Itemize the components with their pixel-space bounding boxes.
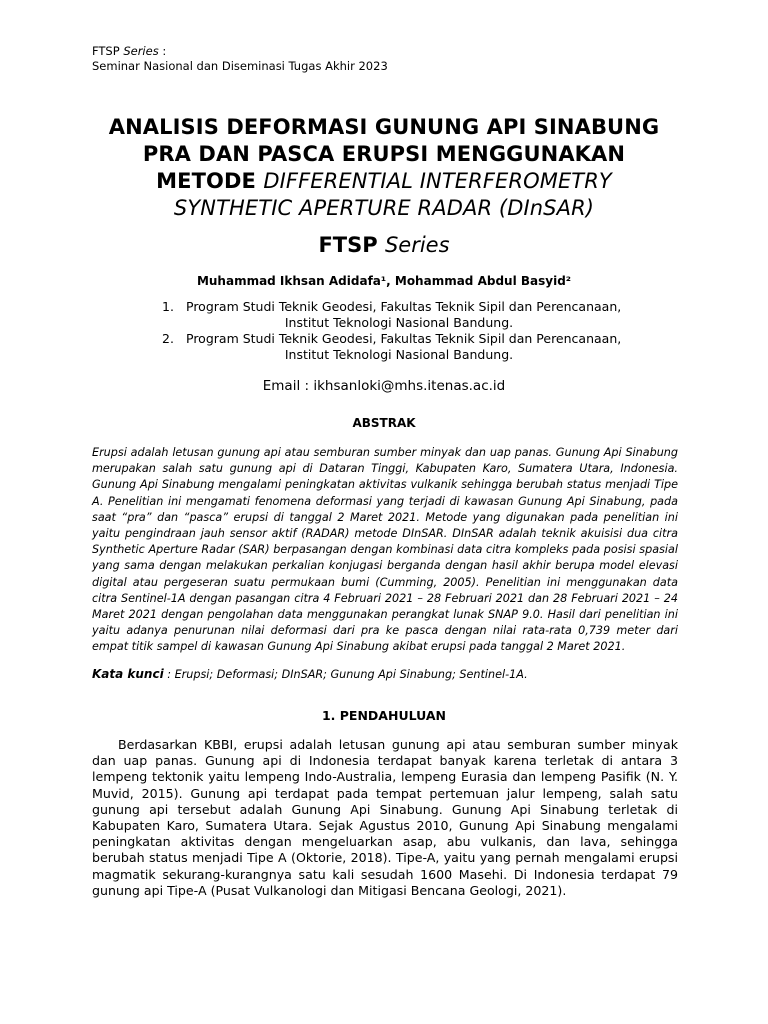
series-word: Series [123, 44, 159, 58]
keywords-text: : Erupsi; Deformasi; DInSAR; Gunung Api Sinabung; Sentinel-1A. [163, 668, 528, 681]
subtitle-bold: FTSP [318, 233, 385, 257]
title-line-3 [60, 168, 708, 195]
series-prefix: FTSP [92, 44, 124, 58]
affiliation-line-1: Program Studi Teknik Geodesi, Fakultas Teknik Sipil dan Perencanaan, [186, 299, 622, 314]
affiliation-number: 2. [162, 331, 174, 346]
abstract-heading: ABSTRAK [352, 416, 416, 430]
affiliation-line-1: Program Studi Teknik Geodesi, Fakultas Teknik Sipil dan Perencanaan, [186, 331, 622, 346]
author-list: Muhammad Ikhsan Adidafa¹, Mohammad Abdul Basyid² [196, 274, 572, 288]
series-colon: : [158, 44, 167, 58]
affiliation-line-2: Institut Teknologi Nasional Bandung. [284, 315, 514, 330]
keywords-label: Kata kunci [92, 667, 164, 681]
series-line [92, 44, 388, 59]
section-heading: 1. PENDAHULUAN [321, 708, 447, 723]
affiliation-line-2: Institut Teknologi Nasional Bandung. [284, 347, 514, 362]
affiliation-number: 1. [162, 299, 174, 314]
body-paragraph: Berdasarkan KBBI, erupsi adalah letusan gunung api atau semburan sumber minyak dan uap panas. Gunung api di Indonesia terdapat banyak karena terletak di antara 3 lempeng tektonik yaitu lempeng Indo-Australia, lempeng Eurasia dan lempeng Pasifik (N. Y. Muvid, 2015). Gunung api terdapat pada tempat pertemuan jalur lempeng, salah satu gunung api tersebut adalah Gunung Api Sinabung. Gunung Api Sinabung terletak di Kabupaten Karo, Sumatera Utara. Sejak Agustus 2010, Gunung Api Sinabung mengalami peningkatan aktivitas dengan mengeluarkan asap, abu vulkanis, dan lava, sehingga berubah status menjadi Tipe A (Oktorie, 2018). Tipe-A, yaitu yang pernah mengalami erupsi magmatik sekurang-kurangnya satu kali sesudah 1600 Masehi. Di Indonesia terdapat 79 gunung api Tipe-A (Pusat Vulkanologi dan Mitigasi Bencana Geologi, 2021). [92, 737, 678, 898]
affiliation-item [162, 331, 632, 363]
running-header [92, 44, 388, 74]
abstract-text: Erupsi adalah letusan gunung api atau semburan sumber minyak dan uap panas. Gunung Api Sinabung merupakan salah satu gunung api di Dataran Tinggi, Kabupaten Karo, Sumatera Utara, Indonesia. Gunung Api Sinabung mengalami peningkatan aktivitas vulkanik sehingga berubah status menjadi Tipe A. Penelitian ini mengamati fenomena deformasi yang terjadi di kawasan Gunung Api Sinabung, pada saat “pra” dan “pasca” erupsi di tanggal 2 Maret 2021. Metode yang digunakan pada penelitian ini yaitu pengindraan jauh sensor aktif (RADAR) metode DInSAR. DInSAR adalah teknik akuisisi dua citra Synthetic Aperture Radar (SAR) berpasangan dengan kombinasi data citra kompleks pada posisi spasial yang sama dengan melakukan perkalian konjugasi berganda dengan hasil akhir berupa model elevasi digital atau pergeseran suatu permukaan bumi (Cumming, 2005). Penelitian ini menggunakan data citra Sentinel-1A dengan pasangan citra 4 Februari 2021 – 28 Februari 2021 dan 28 Februari 2021 – 24 Maret 2021 dengan pengolahan data menggunakan perangkat lunak SNAP 9.0. Hasil dari penelitian ini yaitu adanya penurunan nilai deformasi dari pra ke pasca dengan nilai rata-rata 0,739 meter dari empat titik sampel di kawasan Gunung Api Sinabung akibat erupsi pada tanggal 2 Maret 2021. [92, 446, 678, 654]
paper-title [60, 114, 708, 222]
keywords [92, 667, 528, 681]
paper-subtitle [60, 232, 708, 258]
title-line-2: PRA DAN PASCA ERUPSI MENGGUNAKAN [142, 142, 626, 166]
affiliation-text [186, 299, 632, 331]
author-email: Email : ikhsanloki@mhs.itenas.ac.id [262, 378, 506, 394]
affiliation-item [162, 299, 632, 331]
title-line-3-plain: METODE [156, 169, 264, 193]
title-line-3-italic: DIFFERENTIAL INTERFEROMETRY [263, 169, 612, 193]
affiliation-list [162, 299, 632, 363]
title-block [60, 114, 708, 258]
title-line-1: ANALISIS DEFORMASI GUNUNG API SINABUNG [108, 115, 660, 139]
title-line-4: SYNTHETIC APERTURE RADAR (DInSAR) [173, 196, 595, 220]
affiliation-text [186, 331, 632, 363]
seminar-line: Seminar Nasional dan Diseminasi Tugas Akhir 2023 [92, 59, 388, 73]
subtitle-italic: Series [384, 233, 450, 257]
